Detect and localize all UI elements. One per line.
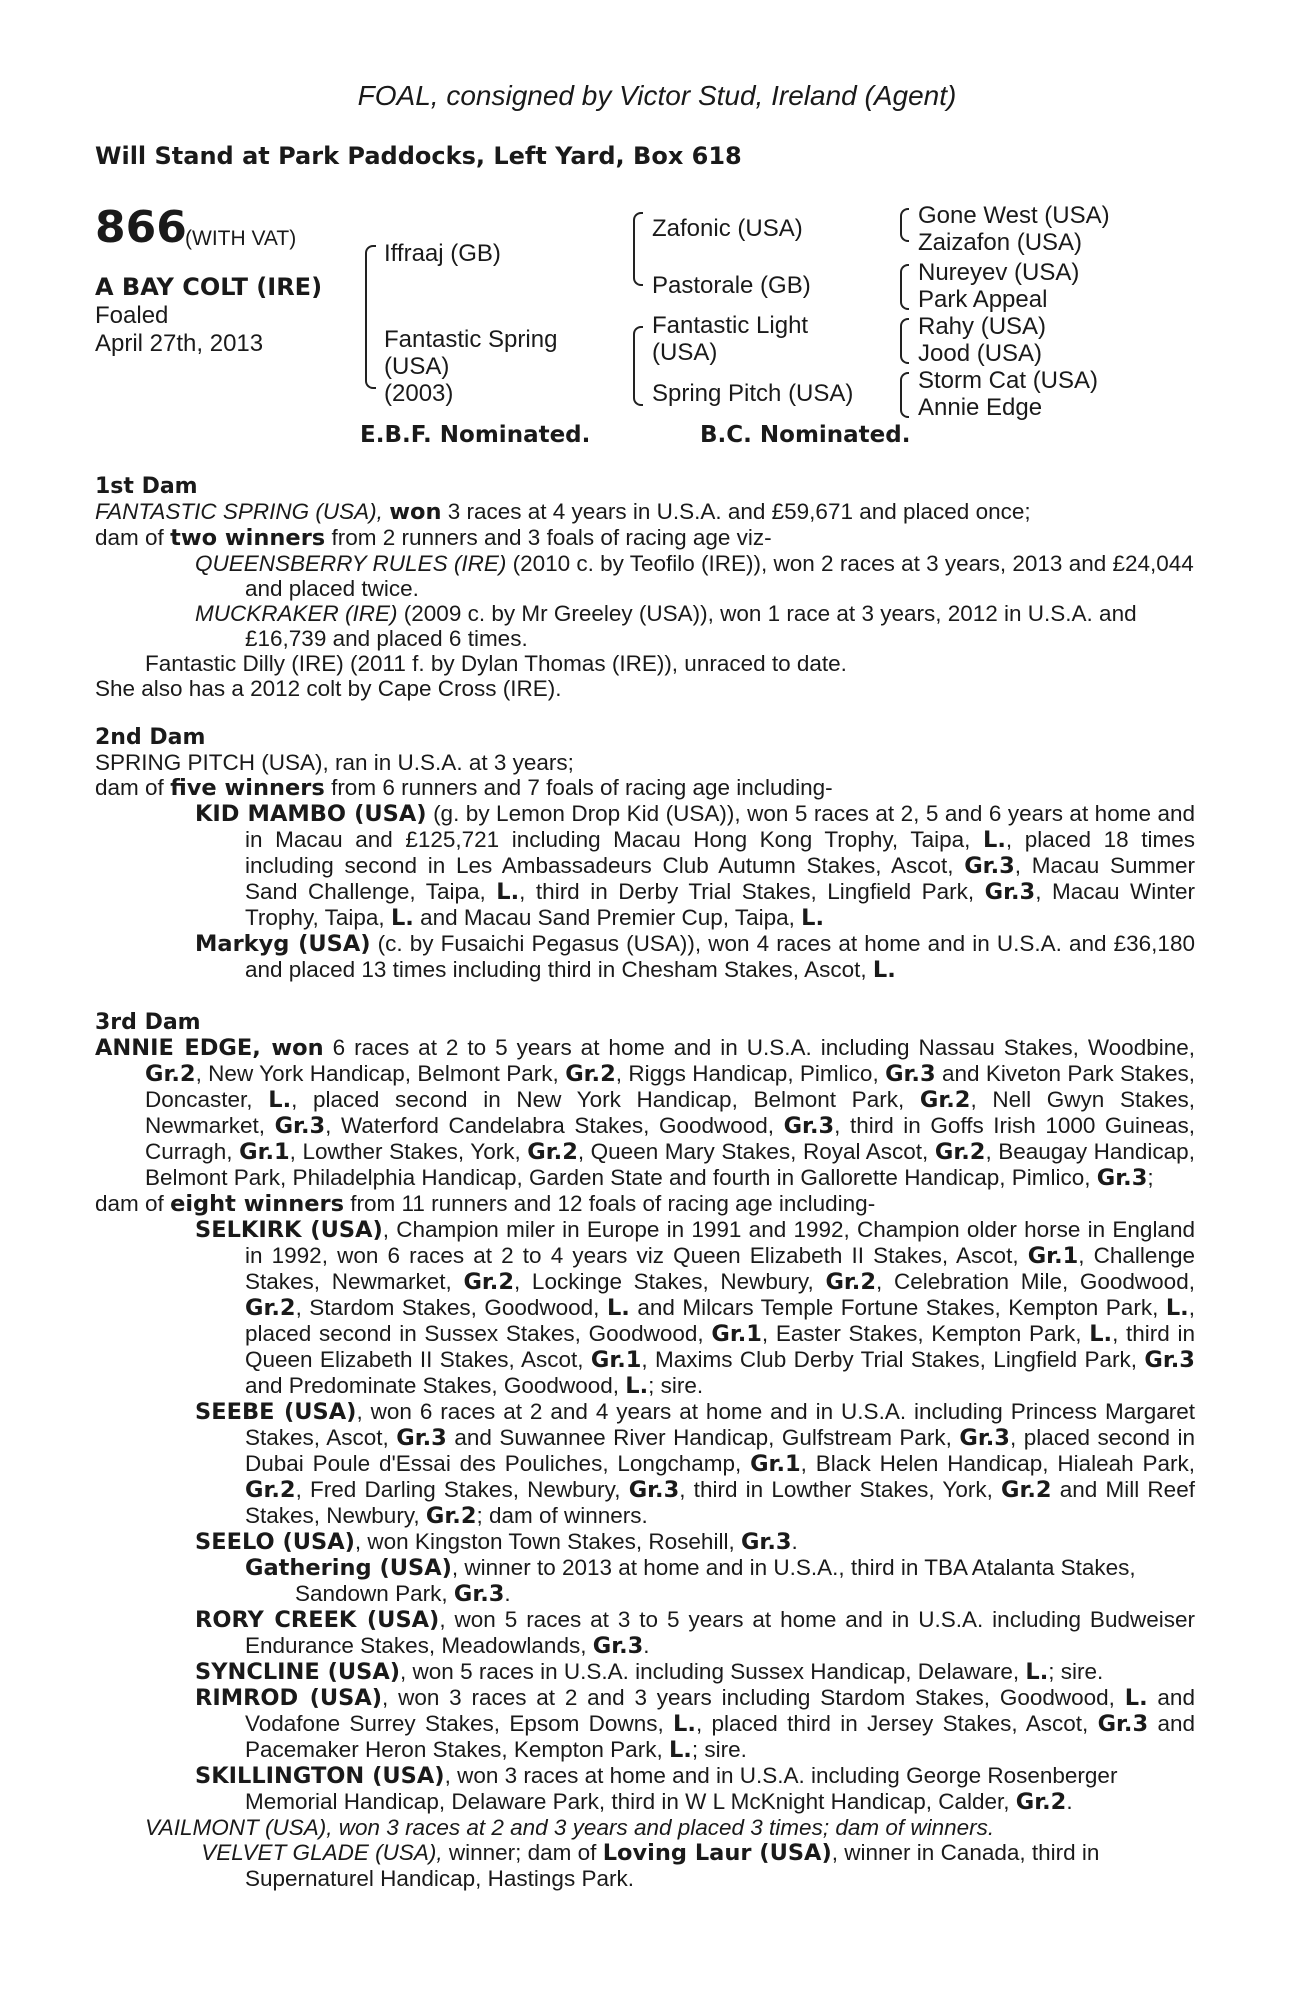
produce-rimrod: RIMROD (USA), won 3 races at 2 and 3 years including Stardom Stakes, Goodwood, L. and Vodafone Surrey Stakes, Epsom Downs, L., placed third in Jersey Stakes, Ascot, Gr.3 and Pacemaker Heron Stakes, Kempton Park, L.; sire. <box>195 1685 1196 1763</box>
pedigree-ds-line1: Fantastic Light <box>652 312 809 339</box>
third-dam-annie-edge: ANNIE EDGE, won 6 races at 2 to 5 years at home and in U.S.A. including Nassau Stakes, Woodbine, Gr.2, New York Handicap, Belmont Park, Gr.2, Riggs Handicap, Pimlico, Gr.3 and Kiveton Park Stakes, Doncaster, L., placed second in New York Handicap, Belmont Park, Gr.2, Nell Gwyn Stakes, Newmarket, Gr.3, Waterford Candelabra Stakes, Goodwood, Gr.3, third in Goffs Irish 1000 Guineas, Curragh, Gr.1, Lowther Stakes, York, Gr.2, Queen Mary Stakes, Royal Ascot, Gr.2, Beaugay Handicap, Belmont Park, Philadelphia Handicap, Garden State and fourth in Gallorette Handicap, Pimlico, Gr.3; <box>95 1035 1195 1191</box>
produce-fantastic-dilly: Fantastic Dilly (IRE) (2011 f. by Dylan Thomas (IRE)), unraced to date. <box>145 651 847 676</box>
second-dam-produce-intro: dam of five winners from 6 runners and 7 foals of racing age including- <box>95 775 833 801</box>
colt-name: A BAY COLT (IRE) <box>95 273 323 301</box>
pedigree-bracket-dd <box>900 372 909 418</box>
second-dam-section <box>95 725 1195 983</box>
produce-kid-mambo: KID MAMBO (USA) (g. by Lemon Drop Kid (USA)), won 5 races at 2, 5 and 6 years at home and in Macau and £125,721 including Macau Hong Kong Trophy, Taipa, L., placed 18 times including second in Les Ambassadeurs Club Autumn Stakes, Ascot, Gr.3, Macau Summer Sand Challenge, Taipa, L., third in Derby Trial Stakes, Lingfield Park, Gr.3, Macau Winter Trophy, Taipa, L. and Macau Sand Premier Cup, Taipa, L. <box>195 801 1195 931</box>
foaled-label: Foaled <box>95 302 169 329</box>
lot-number: 866 <box>95 202 187 253</box>
produce-vailmont: VAILMONT (USA), won 3 races at 2 and 3 years and placed 3 times; dam of winners. <box>145 1815 995 1840</box>
pedigree-ss: Zafonic (USA) <box>652 215 803 242</box>
pedigree-dds: Storm Cat (USA) <box>918 367 1099 394</box>
produce-syncline: SYNCLINE (USA), won 5 races in U.S.A. including Sussex Handicap, Delaware, L.; sire. <box>195 1659 1104 1685</box>
produce-selkirk: SELKIRK (USA), Champion miler in Europe in 1991 and 1992, Champion older horse in England in 1992, won 6 races at 2 to 4 years viz Queen Elizabeth II Stakes, Ascot, Gr.1, Challenge Stakes, Newmarket, Gr.2, Lockinge Stakes, Newbury, Gr.2, Celebration Mile, Goodwood, Gr.2, Stardom Stakes, Goodwood, L. and Milcars Temple Fortune Stakes, Kempton Park, L., placed second in Sussex Stakes, Goodwood, Gr.1, Easter Stakes, Kempton Park, L., third in Queen Elizabeth II Stakes, Ascot, Gr.1, Maxims Club Derby Trial Stakes, Lingfield Park, Gr.3 and Predominate Stakes, Goodwood, L.; sire. <box>195 1217 1195 1399</box>
produce-markyg: Markyg (USA) (c. by Fusaichi Pegasus (USA)), won 4 races at home and in U.S.A. and £36,180 and placed 13 times including third in Chesham Stakes, Ascot, L. <box>195 931 1195 983</box>
pedigree-dss: Rahy (USA) <box>918 313 1047 340</box>
produce-seebe: SEEBE (USA), won 6 races at 2 and 4 years at home and in U.S.A. including Princess Margaret Stakes, Ascot, Gr.3 and Suwannee River Handicap, Gulfstream Park, Gr.3, placed second in Dubai Poule d'Essai des Pouliches, Longchamp, Gr.1, Black Helen Handicap, Hialeah Park, Gr.2, Fred Darling Stakes, Newbury, Gr.3, third in Lowther Stakes, York, Gr.2 and Mill Reef Stakes, Newbury, Gr.2; dam of winners. <box>195 1399 1195 1529</box>
pedigree-ssd: Zaizafon (USA) <box>918 229 1083 256</box>
first-dam-summary: FANTASTIC SPRING (USA), won 3 races at 4 years in U.S.A. and £59,671 and placed once; <box>95 499 1031 525</box>
pedigree-sss: Gone West (USA) <box>918 202 1110 229</box>
produce-gathering: Gathering (USA), winner to 2013 at home and in U.S.A., third in TBA Atalanta Stakes, Sandown Park, Gr.3. <box>245 1555 1136 1607</box>
third-dam-section <box>95 1010 1195 1891</box>
pedigree-bracket-sire <box>633 212 643 286</box>
produce-skillington: SKILLINGTON (USA), won 3 races at home and in U.S.A. including George Rosenberger Memorial Handicap, Delaware Park, third in W L McKnight Handicap, Calder, Gr.2. <box>195 1763 1118 1815</box>
ebf-nominated: E.B.F. Nominated. <box>360 422 591 448</box>
third-dam-produce-intro: dam of eight winners from 11 runners and 12 foals of racing age including- <box>95 1191 876 1217</box>
pedigree-sire: Iffraaj (GB) <box>384 240 501 267</box>
vat-label: (WITH VAT) <box>185 227 297 250</box>
bc-nominated: B.C. Nominated. <box>700 422 911 448</box>
produce-velvet-glade: VELVET GLADE (USA), winner; dam of Loving Laur (USA), winner in Canada, third in Supernaturel Handicap, Hastings Park. <box>201 1840 1100 1891</box>
pedigree-bracket-dam <box>633 326 643 406</box>
pedigree-dam-line3: (2003) <box>384 380 454 407</box>
first-dam-heading: 1st Dam <box>95 474 198 499</box>
pedigree-bracket-ds <box>900 318 909 364</box>
stand-location: Will Stand at Park Paddocks, Left Yard, Box 618 <box>95 142 742 170</box>
third-dam-heading: 3rd Dam <box>95 1010 201 1035</box>
second-dam-summary: SPRING PITCH (USA), ran in U.S.A. at 3 years; <box>95 750 574 775</box>
pedigree-dam-line2: (USA) <box>384 353 450 380</box>
pedigree-bracket-ss <box>900 208 909 242</box>
produce-seelo: SEELO (USA), won Kingston Town Stakes, Rosehill, Gr.3. <box>195 1529 798 1555</box>
pedigree-sd: Pastorale (GB) <box>652 272 811 299</box>
foaled-date: April 27th, 2013 <box>95 330 264 357</box>
first-dam-also: She also has a 2012 colt by Cape Cross (IRE). <box>95 676 562 701</box>
pedigree-bracket-sd <box>900 264 909 310</box>
pedigree-sds: Nureyev (USA) <box>918 259 1080 286</box>
pedigree-ds-line2: (USA) <box>652 339 718 366</box>
pedigree-dsd: Jood (USA) <box>918 340 1043 367</box>
pedigree-dam-line1: Fantastic Spring <box>384 326 558 353</box>
produce-rory-creek: RORY CREEK (USA), won 5 races at 3 to 5 years at home and in U.S.A. including Budweiser Endurance Stakes, Meadowlands, Gr.3. <box>195 1607 1195 1659</box>
pedigree-ddd: Annie Edge <box>918 394 1043 421</box>
pedigree-sdd: Park Appeal <box>918 286 1048 313</box>
first-dam-produce-intro: dam of two winners from 2 runners and 3 foals of racing age viz- <box>95 525 772 551</box>
page-header: FOAL, consigned by Victor Stud, Ireland (Agent) <box>357 80 957 111</box>
first-dam-section <box>95 474 1195 701</box>
produce-muckraker: MUCKRAKER (IRE) (2009 c. by Mr Greeley (USA)), won 1 race at 3 years, 2012 in U.S.A. and £16,739 and placed 6 times. <box>195 601 1137 651</box>
produce-queensberry-rules: QUEENSBERRY RULES (IRE) (2010 c. by Teofilo (IRE)), won 2 races at 3 years, 2013 and £24,044 and placed twice. <box>195 551 1194 601</box>
second-dam-heading: 2nd Dam <box>95 725 206 750</box>
pedigree-bracket-gen1 <box>365 245 376 389</box>
pedigree-dd: Spring Pitch (USA) <box>652 380 854 407</box>
